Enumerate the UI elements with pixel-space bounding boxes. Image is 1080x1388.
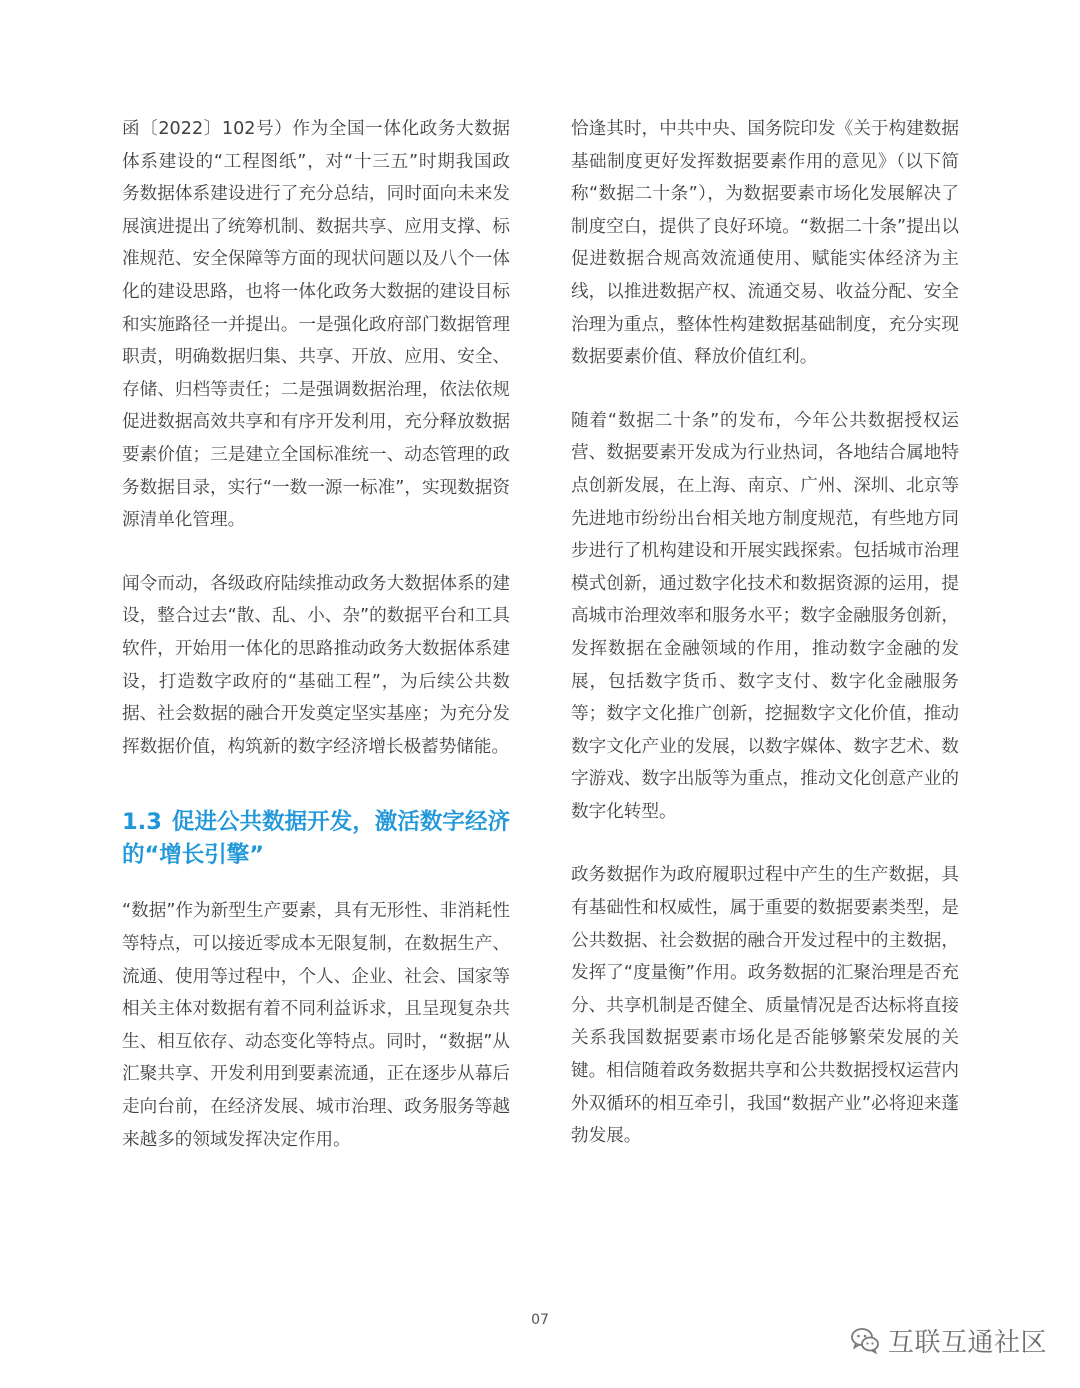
left-paragraph-3: “数据”作为新型生产要素，具有无形性、非消耗性等特点，可以接近零成本无限复制，在数据生产、流通、使用等过程中，个人、企业、社会、国家等相关主体对数据有着不同利益诉求，且呈现复杂共生、相互依存、动态变化等特点。同时，“数据”从汇聚共享、开发利用到要素流通，正在逐步从幕后走向台前，在经济发展、城市治理、政务服务等越来越多的领域发挥决定作用。 — [122, 901, 510, 1150]
left-paragraph-1: 函〔2022〕102号）作为全国一体化政务大数据体系建设的“工程图纸”，对“十三五”时期我国政务数据体系建设进行了充分总结，同时面向未来发展演进提出了统筹机制、数据共享、应用支撑、标准规范、安全保障等方面的现状问题以及八个一体化的建设思路，也将一体化政务大数据的建设目标和实施路径一并提出。一是强化政府部门数据管理职责，明确数据归集、共享、开放、应用、安全、存储、归档等责任；二是强调数据治理，依法依规促进数据高效共享和有序开发利用，充分释放数据要素价值；三是建立全国标准统一、动态管理的政务数据目录，实行“一数一源一标准”，实现数据资源清单化管理。 — [122, 119, 510, 531]
watermark — [850, 1318, 1047, 1362]
section-title: 促进公共数据开发，激活数字经济的“增长引擎” — [122, 809, 510, 868]
left-paragraph-2: 闻令而动，各级政府陆续推动政务大数据体系的建设，整合过去“散、乱、小、杂”的数据平台和工具软件，开始用一体化的思路推动政务大数据体系建设，打造数字政府的“基础工程”，为后续公共数据、社会数据的融合开发奠定坚实基座；为充分发挥数据价值，构筑新的数字经济增长极蓄势储能。 — [122, 573, 510, 757]
page-number: 07 — [531, 1312, 549, 1328]
right-paragraph-1: 恰逢其时，中共中央、国务院印发《关于构建数据基础制度更好发挥数据要素作用的意见》（以下简称“数据二十条”），为数据要素市场化发展解决了制度空白，提供了良好环境。“数据二十条”提出以促进数据合规高效流通使用、赋能实体经济为主线，以推进数据产权、流通交易、收益分配、安全治理为重点，整体性构建数据基础制度，充分实现数据要素价值、释放价值红利。 — [571, 119, 959, 368]
watermark-text: 互联互通社区 — [888, 1327, 1048, 1358]
wechat-icon — [850, 1326, 880, 1354]
right-paragraph-3: 政务数据作为政府履职过程中产生的生产数据，具有基础性和权威性，属于重要的数据要素类型，是公共数据、社会数据的融合开发过程中的主数据，发挥了“度量衡”作用。政务数据的汇聚治理是否充分、共享机制是否健全、质量情况是否达标将直接关系我国数据要素市场化是否能够繁荣发展的关键。相信随着政务数据共享和公共数据授权运营内外双循环的相互牵引，我国“数据产业”必将迎来蓬勃发展。 — [571, 865, 959, 1147]
section-heading — [122, 806, 510, 871]
right-column — [571, 113, 959, 1153]
right-paragraph-2: 随着“数据二十条”的发布，今年公共数据授权运营、数据要素开发成为行业热词，各地结合属地特点创新发展，在上海、南京、广州、深圳、北京等先进地市纷纷出台相关地方制度规范，有些地方同步进行了机构建设和开展实践探索。包括城市治理模式创新，通过数字化技术和数据资源的运用，提高城市治理效率和服务水平；数字金融服务创新，发挥数据在金融领域的作用，推动数字金融的发展，包括数字货币、数字支付、数字化金融服务等；数字文化推广创新，挖掘数字文化价值，推动数字文化产业的发展，以数字媒体、数字艺术、数字游戏、数字出版等为重点，推动文化创意产业的数字化转型。 — [571, 410, 959, 822]
left-column — [122, 113, 510, 1156]
section-number: 1.3 — [122, 809, 162, 836]
